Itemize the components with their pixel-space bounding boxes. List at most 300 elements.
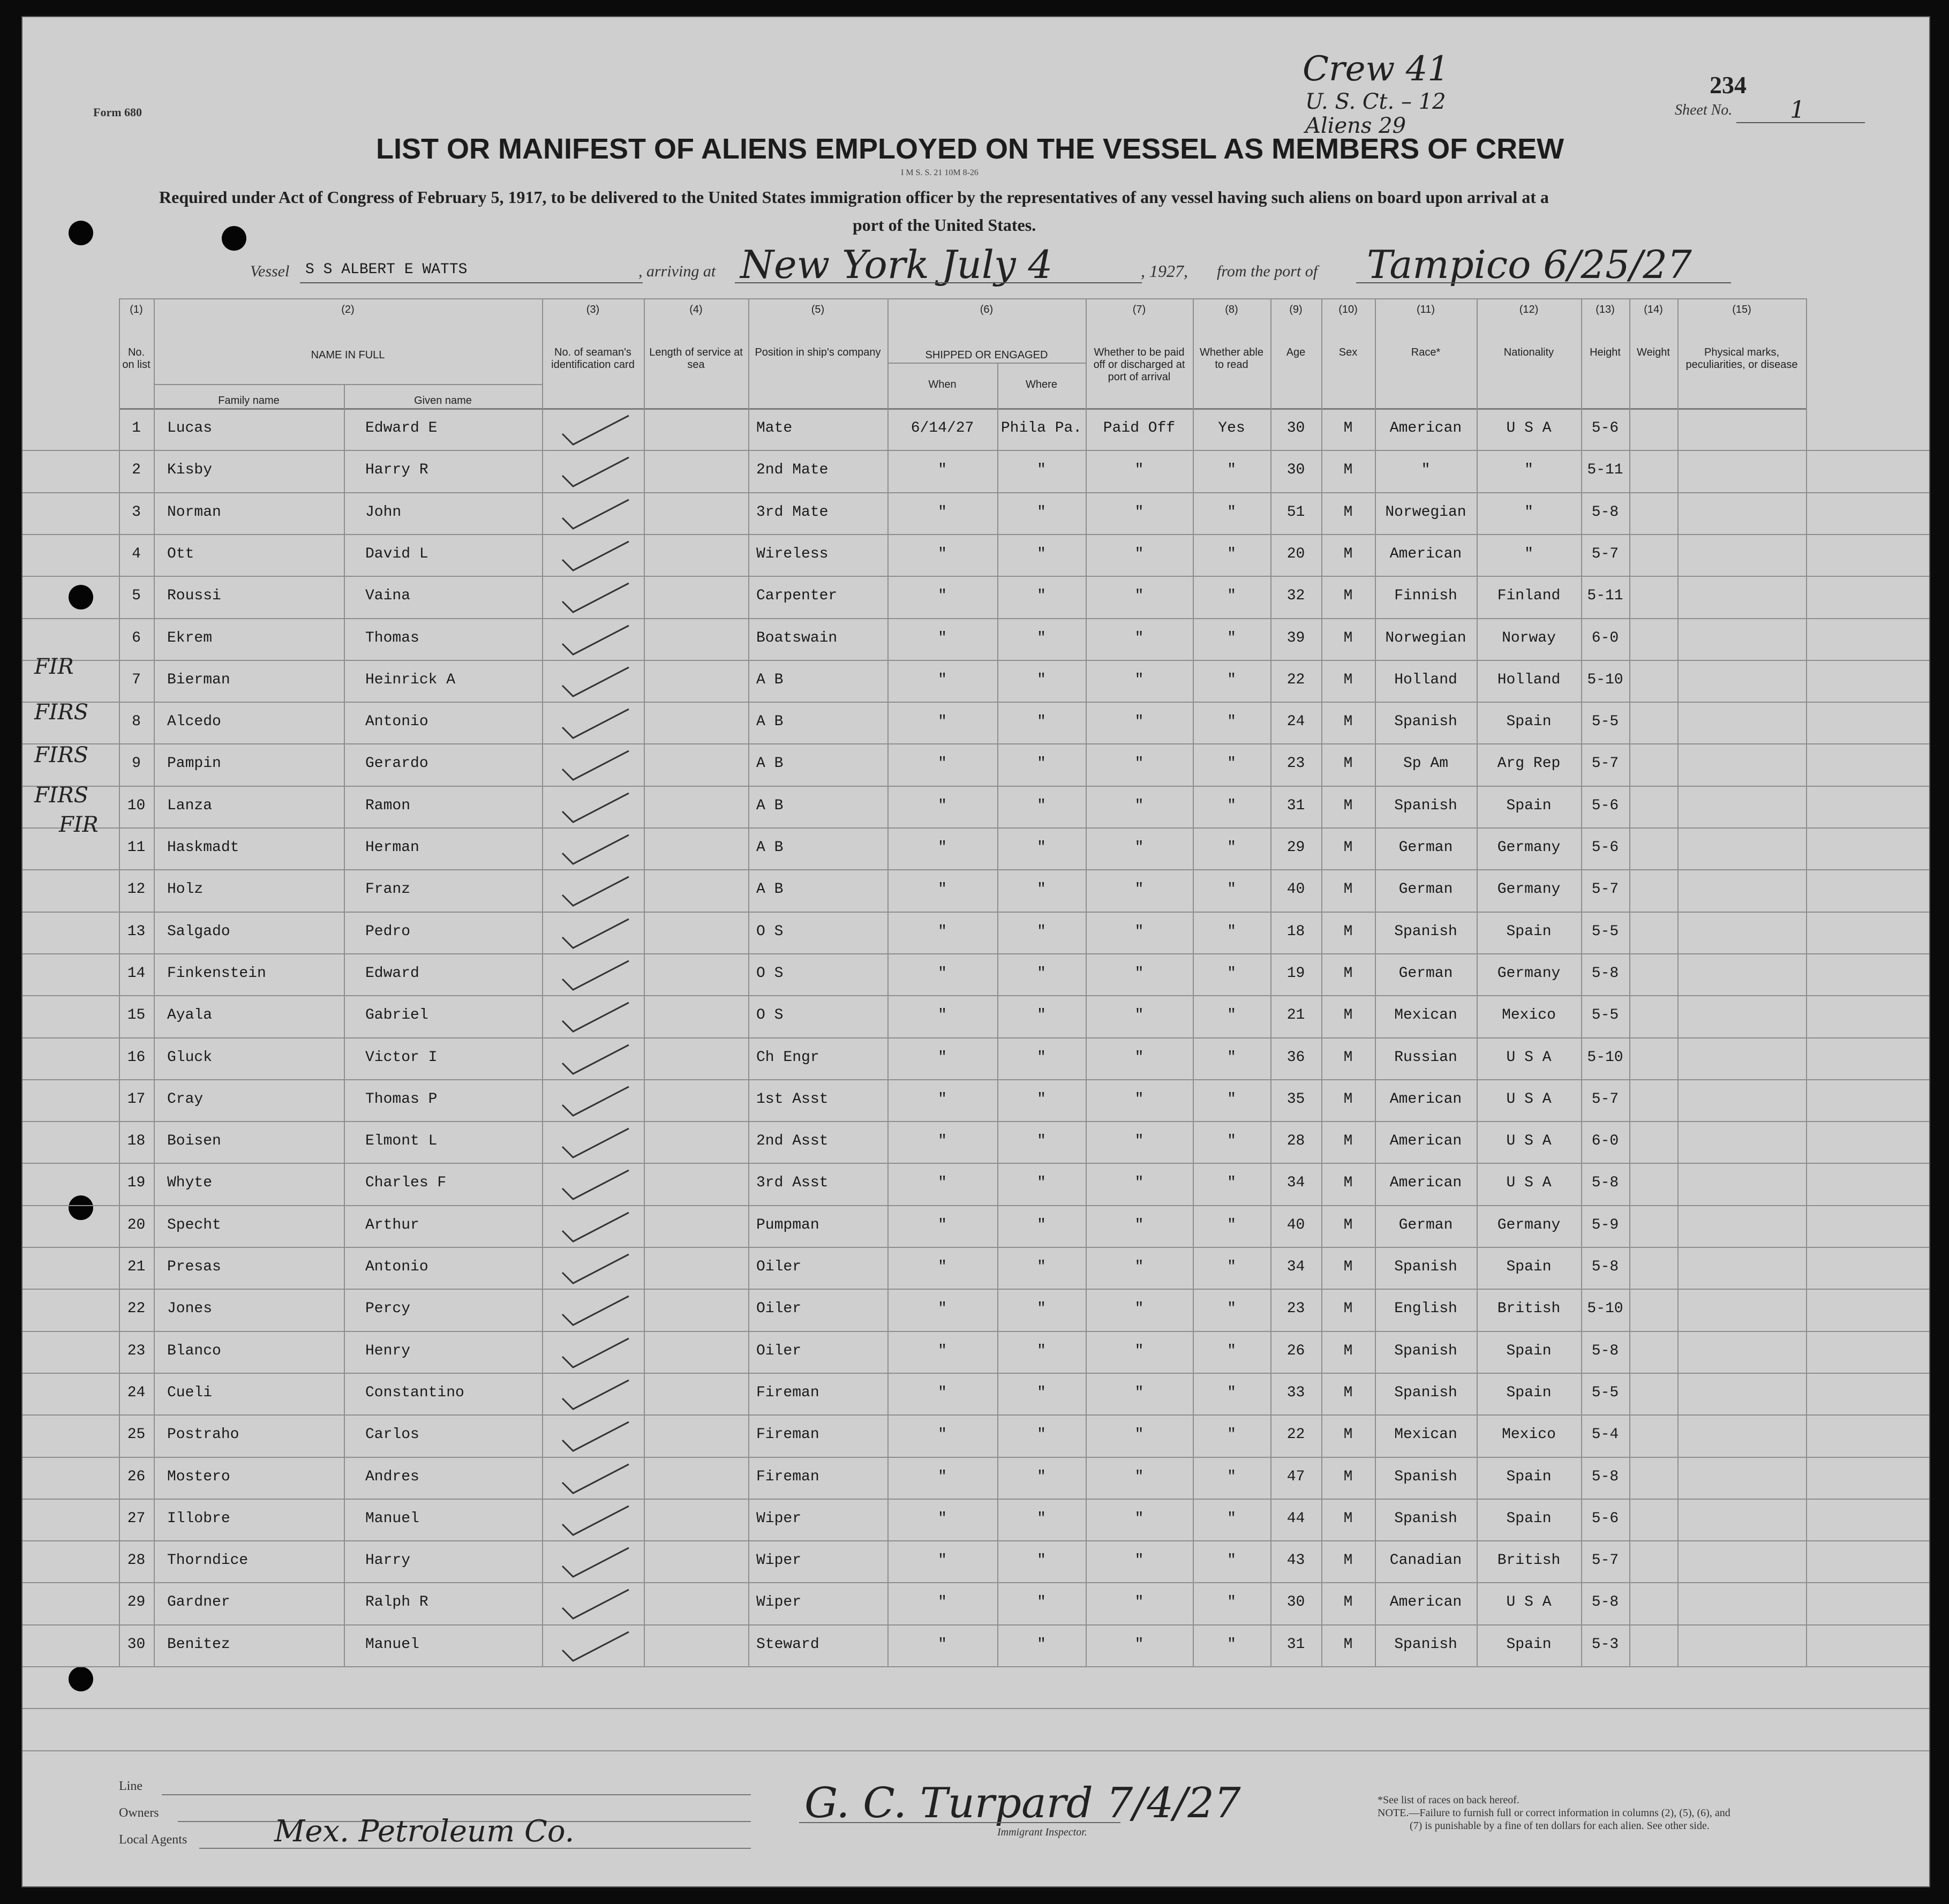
table-cell-sex: M <box>1343 545 1353 562</box>
table-cell-sex: M <box>1343 1636 1353 1653</box>
table-cell-given: Herman <box>365 839 419 856</box>
table-cell-where: " <box>1037 1049 1046 1066</box>
table-cell-nationality: Spain <box>1506 1259 1552 1275</box>
table-cell-when: " <box>938 713 947 731</box>
table-cell-no: 4 <box>132 545 141 562</box>
table-cell-paid: " <box>1134 1090 1144 1108</box>
table-cell-position: Wiper <box>756 1552 802 1569</box>
table-cell-age: 32 <box>1286 588 1305 605</box>
table-cell-paid: " <box>1134 629 1144 646</box>
table-cell-height: 5-9 <box>1591 1216 1619 1233</box>
table-cell-height: 5-5 <box>1591 923 1619 940</box>
row-rule <box>22 1079 1929 1080</box>
table-cell-when: " <box>938 545 947 562</box>
column-header: NAME IN FULL <box>311 349 385 361</box>
table-cell-where: " <box>1037 881 1046 898</box>
id-card-checkmark <box>558 1251 633 1289</box>
table-cell-family: Mostero <box>167 1468 230 1485</box>
table-cell-no: 18 <box>127 1133 146 1150</box>
table-cell-nationality: Spain <box>1506 1384 1552 1401</box>
table-cell-where: " <box>1037 629 1046 646</box>
table-cell-where: " <box>1037 545 1046 562</box>
table-cell-when: " <box>938 965 947 982</box>
table-cell-race: English <box>1394 1300 1457 1318</box>
table-cell-where: " <box>1037 1342 1046 1359</box>
table-cell-no: 14 <box>127 965 146 982</box>
table-cell-no: 28 <box>127 1552 146 1569</box>
table-cell-nationality: Arg Rep <box>1497 755 1561 772</box>
arriving-port: New York July 4 <box>740 242 1053 287</box>
table-cell-position: Ch Engr <box>756 1049 819 1066</box>
table-cell-given: David L <box>365 545 428 562</box>
table-cell-race: Holland <box>1394 671 1457 688</box>
id-card-checkmark <box>558 1377 633 1414</box>
table-cell-race: Spanish <box>1394 1510 1457 1527</box>
table-cell-family: Holz <box>167 881 204 898</box>
table-cell-height: 5-6 <box>1591 420 1619 437</box>
column-number: (12) <box>1519 304 1539 315</box>
row-rule <box>22 1163 1929 1164</box>
table-cell-age: 18 <box>1286 923 1305 940</box>
table-cell-family: Illobre <box>167 1510 230 1527</box>
table-cell-no: 29 <box>127 1594 146 1611</box>
row-rule <box>22 953 1929 954</box>
inspector-line <box>799 1822 1120 1823</box>
table-cell-when: " <box>938 797 947 814</box>
table-cell-age: 40 <box>1286 1216 1305 1233</box>
table-cell-read: " <box>1227 1133 1236 1150</box>
table-cell-race: American <box>1389 420 1462 437</box>
column-number: (4) <box>689 304 703 315</box>
table-cell-sex: M <box>1343 713 1353 731</box>
table-cell-nationality: Germany <box>1497 1216 1561 1233</box>
column-header: Position in ship's company <box>755 347 881 358</box>
table-cell-given: Andres <box>365 1468 419 1485</box>
table-cell-read: " <box>1227 1259 1236 1275</box>
table-cell-where: " <box>1037 1300 1046 1318</box>
table-cell-read: " <box>1227 755 1236 772</box>
column-header: Sex <box>1338 347 1358 358</box>
table-cell-when: " <box>938 839 947 856</box>
table-cell-when: " <box>938 1216 947 1233</box>
table-cell-age: 21 <box>1286 1007 1305 1024</box>
table-cell-nationality: U S A <box>1506 420 1552 437</box>
table-cell-paid: Paid Off <box>1103 420 1176 437</box>
table-cell-position: 3rd Asst <box>756 1175 829 1192</box>
table-cell-no: 24 <box>127 1384 146 1401</box>
table-cell-sex: M <box>1343 1384 1353 1401</box>
id-card-checkmark <box>558 958 633 995</box>
table-cell-family: Ekrem <box>167 629 213 646</box>
manifest-sheet <box>21 16 1930 1887</box>
table-cell-height: 5-10 <box>1587 671 1623 688</box>
table-cell-family: Haskmadt <box>167 839 239 856</box>
table-cell-read: " <box>1227 713 1236 731</box>
table-cell-position: Fireman <box>756 1426 819 1443</box>
table-cell-no: 20 <box>127 1216 146 1233</box>
column-number: (6) <box>980 304 994 315</box>
table-cell-height: 6-0 <box>1591 1133 1619 1150</box>
table-cell-family: Salgado <box>167 923 230 940</box>
table-cell-when: " <box>938 1594 947 1611</box>
table-cell-age: 36 <box>1286 1049 1305 1066</box>
table-cell-position: A B <box>756 713 784 731</box>
id-card-checkmark <box>558 916 633 953</box>
table-cell-nationality: " <box>1524 462 1533 479</box>
table-cell-race: Spanish <box>1394 713 1457 731</box>
row-rule <box>22 1582 1929 1583</box>
table-cell-family: Ayala <box>167 1007 213 1024</box>
table-cell-race: Spanish <box>1394 1259 1457 1275</box>
table-cell-paid: " <box>1134 462 1144 479</box>
table-cell-nationality: Mexico <box>1502 1426 1556 1443</box>
table-cell-where: " <box>1037 839 1046 856</box>
table-cell-age: 24 <box>1286 713 1305 731</box>
table-cell-paid: " <box>1134 1300 1144 1318</box>
table-cell-when: " <box>938 1090 947 1108</box>
table-cell-position: 2nd Asst <box>756 1133 829 1150</box>
table-cell-no: 30 <box>127 1636 146 1653</box>
table-cell-race: American <box>1389 1175 1462 1192</box>
table-cell-sex: M <box>1343 1216 1353 1233</box>
table-cell-height: 5-8 <box>1591 965 1619 982</box>
table-cell-position: Wiper <box>756 1594 802 1611</box>
table-cell-where: " <box>1037 965 1046 982</box>
column-number: (10) <box>1338 304 1358 315</box>
inspector-label: Immigrant Inspector. <box>997 1826 1087 1838</box>
table-cell-family: Boisen <box>167 1133 221 1150</box>
table-cell-no: 6 <box>132 629 141 646</box>
table-cell-where: " <box>1037 1175 1046 1192</box>
table-cell-no: 16 <box>127 1049 146 1066</box>
table-cell-when: " <box>938 1468 947 1485</box>
margin-note: FIRS <box>34 743 89 767</box>
id-card-checkmark <box>558 1335 633 1373</box>
table-cell-family: Cueli <box>167 1384 213 1401</box>
table-cell-paid: " <box>1134 1510 1144 1527</box>
table-cell-nationality: Spain <box>1506 797 1552 814</box>
table-cell-race: Sp Am <box>1403 755 1448 772</box>
table-cell-family: Presas <box>167 1259 221 1275</box>
table-cell-height: 5-5 <box>1591 713 1619 731</box>
table-cell-no: 15 <box>127 1007 146 1024</box>
crew-count-annotation: Crew 41 <box>1303 49 1449 89</box>
table-cell-sex: M <box>1343 1552 1353 1569</box>
table-cell-race: Finnish <box>1394 588 1457 605</box>
table-cell-age: 26 <box>1286 1342 1305 1359</box>
table-cell-given: Carlos <box>365 1426 419 1443</box>
table-cell-position: 1st Asst <box>756 1090 829 1108</box>
table-cell-where: " <box>1037 1090 1046 1108</box>
table-cell-paid: " <box>1134 881 1144 898</box>
table-cell-age: 23 <box>1286 755 1305 772</box>
table-cell-nationality: Spain <box>1506 713 1552 731</box>
table-cell-race: American <box>1389 1133 1462 1150</box>
table-cell-sex: M <box>1343 839 1353 856</box>
table-cell-no: 7 <box>132 671 141 688</box>
table-cell-read: " <box>1227 462 1236 479</box>
table-cell-read: " <box>1227 1342 1236 1359</box>
table-cell-read: " <box>1227 1090 1236 1108</box>
table-cell-read: " <box>1227 1468 1236 1485</box>
table-cell-where: " <box>1037 588 1046 605</box>
table-cell-family: Whyte <box>167 1175 213 1192</box>
table-cell-where: " <box>1037 755 1046 772</box>
table-cell-race: Spanish <box>1394 1636 1457 1653</box>
table-cell-when: " <box>938 1007 947 1024</box>
table-cell-no: 11 <box>127 839 146 856</box>
table-cell-given: Edward E <box>365 420 438 437</box>
footnote-races: *See list of races on back hereof. <box>1378 1794 1519 1806</box>
table-cell-family: Thorndice <box>167 1552 249 1569</box>
table-cell-read: " <box>1227 839 1236 856</box>
sheet-number-printed: 234 <box>1710 71 1747 99</box>
table-cell-given: Franz <box>365 881 411 898</box>
header-bottom-rule <box>119 408 1806 410</box>
id-card-checkmark <box>558 580 633 618</box>
table-cell-height: 5-3 <box>1591 1636 1619 1653</box>
table-cell-given: John <box>365 503 402 521</box>
table-cell-sex: M <box>1343 1007 1353 1024</box>
departure-port: Tampico 6/25/27 <box>1367 242 1692 287</box>
row-rule <box>22 1121 1929 1122</box>
table-cell-nationality: Spain <box>1506 1468 1552 1485</box>
table-cell-no: 1 <box>132 420 141 437</box>
table-cell-family: Lucas <box>167 420 213 437</box>
id-card-checkmark <box>558 496 633 534</box>
table-cell-sex: M <box>1343 1175 1353 1192</box>
vessel-name: S S ALBERT E WATTS <box>305 261 468 278</box>
table-cell-sex: M <box>1343 1090 1353 1108</box>
table-cell-nationality: Spain <box>1506 1636 1552 1653</box>
table-cell-where: " <box>1037 1133 1046 1150</box>
row-rule <box>22 1247 1929 1248</box>
table-cell-paid: " <box>1134 671 1144 688</box>
table-cell-height: 5-6 <box>1591 1510 1619 1527</box>
table-cell-when: " <box>938 1636 947 1653</box>
table-cell-nationality: U S A <box>1506 1049 1552 1066</box>
row-rule <box>22 1289 1929 1290</box>
id-card-checkmark <box>558 1586 633 1624</box>
column-header: No. on list <box>122 347 150 371</box>
table-cell-paid: " <box>1134 713 1144 731</box>
table-cell-no: 22 <box>127 1300 146 1318</box>
table-cell-family: Lanza <box>167 797 213 814</box>
table-cell-paid: " <box>1134 1384 1144 1401</box>
table-cell-position: Wireless <box>756 545 829 562</box>
row-rule <box>22 450 1929 451</box>
table-cell-family: Benitez <box>167 1636 230 1653</box>
row-rule <box>22 1037 1929 1038</box>
column-number: (7) <box>1132 304 1146 315</box>
row-rule <box>22 827 1929 829</box>
shipped-subhead-rule <box>887 363 1086 364</box>
column-rule <box>1806 298 1807 1666</box>
manifest-title: LIST OR MANIFEST OF ALIENS EMPLOYED ON THE VESSEL AS MEMBERS OF CREW <box>376 133 1564 165</box>
table-cell-nationality: Spain <box>1506 1342 1552 1359</box>
table-cell-position: Fireman <box>756 1468 819 1485</box>
column-header: Weight <box>1637 347 1670 358</box>
local-agents-label: Local Agents <box>119 1833 187 1847</box>
table-cell-when: " <box>938 881 947 898</box>
column-rule <box>542 298 543 1666</box>
table-cell-height: 5-11 <box>1587 462 1623 479</box>
table-cell-sex: M <box>1343 923 1353 940</box>
table-cell-paid: " <box>1134 1342 1144 1359</box>
table-cell-height: 5-8 <box>1591 503 1619 521</box>
table-cell-family: Postraho <box>167 1426 239 1443</box>
table-cell-sex: M <box>1343 1426 1353 1443</box>
table-cell-read: " <box>1227 797 1236 814</box>
table-cell-given: Heinrick A <box>365 671 456 688</box>
table-cell-paid: " <box>1134 1049 1144 1066</box>
table-cell-where: " <box>1037 1636 1046 1653</box>
id-card-checkmark <box>558 1083 633 1121</box>
table-cell-race: Mexican <box>1394 1426 1457 1443</box>
table-cell-given: Elmont L <box>365 1133 438 1150</box>
column-number: (14) <box>1644 304 1663 315</box>
table-cell-family: Bierman <box>167 671 230 688</box>
table-cell-read: " <box>1227 1300 1236 1318</box>
table-cell-height: 5-8 <box>1591 1468 1619 1485</box>
table-cell-age: 30 <box>1286 420 1305 437</box>
table-cell-sex: M <box>1343 965 1353 982</box>
table-cell-given: Manuel <box>365 1510 419 1527</box>
arriving-label: , arriving at <box>638 262 716 280</box>
table-cell-no: 19 <box>127 1175 146 1192</box>
table-cell-no: 27 <box>127 1510 146 1527</box>
table-cell-when: " <box>938 1426 947 1443</box>
table-cell-race: Spanish <box>1394 923 1457 940</box>
inspector-signature: G. C. Turpard 7/4/27 <box>804 1779 1241 1827</box>
table-cell-nationality: Mexico <box>1502 1007 1556 1024</box>
table-cell-height: 5-8 <box>1591 1342 1619 1359</box>
table-cell-when: " <box>938 588 947 605</box>
table-cell-given: Ralph R <box>365 1594 428 1611</box>
table-cell-sex: M <box>1343 588 1353 605</box>
table-cell-paid: " <box>1134 1007 1144 1024</box>
id-card-checkmark <box>558 1419 633 1456</box>
column-header: Age <box>1286 347 1306 358</box>
table-cell-when: " <box>938 1510 947 1527</box>
table-cell-paid: " <box>1134 1216 1144 1233</box>
table-cell-position: A B <box>756 671 784 688</box>
table-cell-read: " <box>1227 1510 1236 1527</box>
table-cell-family: Finkenstein <box>167 965 266 982</box>
row-rule <box>22 1373 1929 1374</box>
form-number: Form 680 <box>93 106 142 119</box>
table-cell-position: O S <box>756 1007 784 1024</box>
column-header: Height <box>1590 347 1621 358</box>
column-header: Length of service at sea <box>649 347 743 371</box>
table-cell-height: 5-8 <box>1591 1259 1619 1275</box>
table-cell-race: Norwegian <box>1385 629 1466 646</box>
table-cell-position: Fireman <box>756 1384 819 1401</box>
table-cell-nationality: U S A <box>1506 1133 1552 1150</box>
table-cell-nationality: Germany <box>1497 839 1561 856</box>
margin-note: FIR <box>59 812 99 837</box>
table-cell-given: Charles F <box>365 1175 447 1192</box>
table-cell-read: " <box>1227 965 1236 982</box>
margin-note: FIRS <box>34 700 89 725</box>
row-rule <box>22 786 1929 787</box>
row-rule <box>22 660 1929 661</box>
column-number: (5) <box>811 304 825 315</box>
table-cell-age: 20 <box>1286 545 1305 562</box>
footnote-penalty-1: NOTE.—Failure to furnish full or correct information in columns (2), (5), (6), and <box>1378 1807 1730 1819</box>
table-cell-height: 5-8 <box>1591 1594 1619 1611</box>
row-rule <box>22 534 1929 535</box>
column-header: Whether able to read <box>1200 347 1263 371</box>
table-cell-family: Ott <box>167 545 194 562</box>
table-cell-paid: " <box>1134 839 1144 856</box>
table-cell-no: 23 <box>127 1342 146 1359</box>
subcolumn-header: When <box>928 379 957 390</box>
table-cell-age: 40 <box>1286 881 1305 898</box>
table-cell-when: " <box>938 1552 947 1569</box>
table-cell-read: " <box>1227 629 1236 646</box>
table-cell-family: Roussi <box>167 588 221 605</box>
row-rule <box>22 995 1929 996</box>
table-cell-family: Pampin <box>167 755 221 772</box>
table-cell-family: Specht <box>167 1216 221 1233</box>
column-rule <box>1629 298 1630 1666</box>
table-cell-paid: " <box>1134 1426 1144 1443</box>
table-cell-age: 30 <box>1286 1594 1305 1611</box>
table-cell-family: Gardner <box>167 1594 230 1611</box>
subtitle-line-1: Required under Act of Congress of February 5, 1917, to be delivered to the United States immigration officer by the representatives of any vessel having such aliens on board upon arrival at a <box>159 187 1549 207</box>
table-cell-no: 26 <box>127 1468 146 1485</box>
table-top-rule <box>119 298 1806 299</box>
table-cell-read: " <box>1227 1049 1236 1066</box>
column-header: SHIPPED OR ENGAGED <box>925 349 1048 361</box>
table-cell-read: " <box>1227 1384 1236 1401</box>
table-cell-nationality: British <box>1497 1552 1561 1569</box>
id-card-checkmark <box>558 454 633 492</box>
id-card-checkmark <box>558 1209 633 1247</box>
vessel-label: Vessel <box>250 262 290 280</box>
column-header: Nationality <box>1503 347 1554 358</box>
row-rule <box>22 1540 1929 1541</box>
table-cell-paid: " <box>1134 1175 1144 1192</box>
table-cell-paid: " <box>1134 1636 1144 1653</box>
table-cell-sex: M <box>1343 503 1353 521</box>
table-cell-nationality: " <box>1524 503 1533 521</box>
column-number: (9) <box>1289 304 1303 315</box>
table-cell-no: 17 <box>127 1090 146 1108</box>
id-card-checkmark <box>558 999 633 1037</box>
table-cell-family: Jones <box>167 1300 213 1318</box>
table-cell-where: " <box>1037 1384 1046 1401</box>
table-cell-race: Spanish <box>1394 1468 1457 1485</box>
table-cell-read: " <box>1227 588 1236 605</box>
table-cell-sex: M <box>1343 420 1353 437</box>
table-cell-age: 33 <box>1286 1384 1305 1401</box>
table-cell-race: German <box>1398 1216 1453 1233</box>
id-card-checkmark <box>558 790 633 827</box>
table-cell-nationality: Holland <box>1497 671 1561 688</box>
column-header: Physical marks, peculiarities, or disease <box>1685 347 1798 371</box>
column-rule <box>344 384 345 1666</box>
table-cell-given: Manuel <box>365 1636 419 1653</box>
table-cell-when: " <box>938 1300 947 1318</box>
table-cell-sex: M <box>1343 1259 1353 1275</box>
table-cell-position: A B <box>756 797 784 814</box>
table-cell-no: 5 <box>132 588 141 605</box>
table-cell-nationality: U S A <box>1506 1175 1552 1192</box>
table-cell-given: Thomas P <box>365 1090 438 1108</box>
table-cell-given: Henry <box>365 1342 411 1359</box>
